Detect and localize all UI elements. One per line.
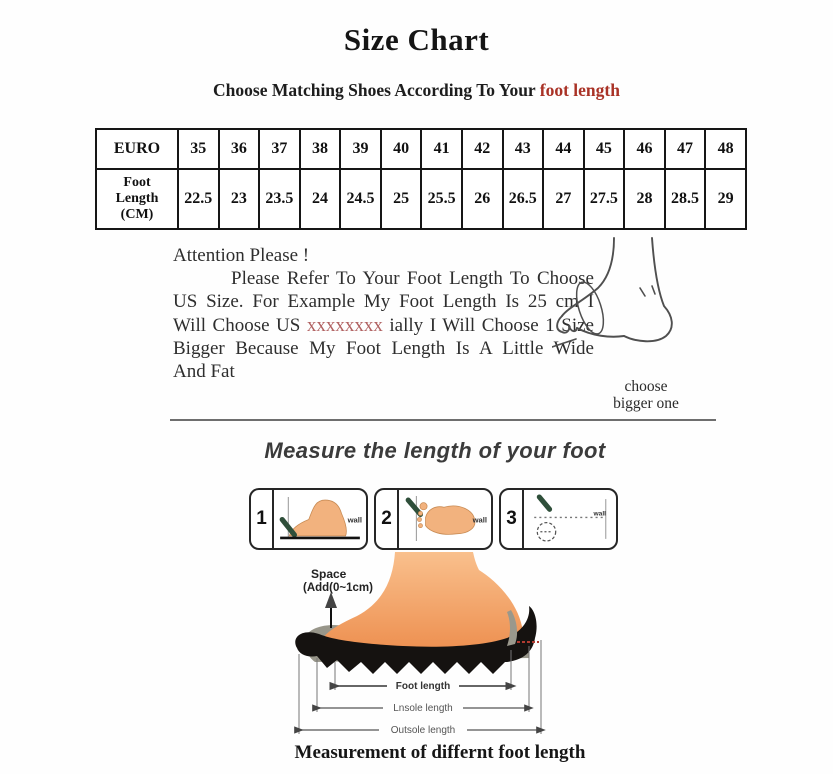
measurement-steps [249, 488, 618, 550]
foot-length-cell: 28.5 [665, 169, 706, 229]
euro-size-cell: 47 [665, 129, 706, 169]
attention-line1: Attention Please ! [173, 245, 310, 266]
choose-note-line2: bigger one [613, 395, 679, 412]
foot-length-header [96, 169, 178, 229]
choose-bigger-note [583, 378, 709, 412]
bottom-caption: Measurement of differnt foot length [294, 742, 586, 763]
subtitle-highlight: foot length [539, 80, 620, 100]
foot-length-cell: 27 [543, 169, 584, 229]
pointer-line [552, 339, 576, 347]
foot-length-cell: 24 [300, 169, 341, 229]
shoe-measurement-diagram [283, 550, 561, 742]
euro-size-cell: 45 [584, 129, 625, 169]
foot-length-cell: 23.5 [259, 169, 300, 229]
foot-print [426, 506, 475, 534]
foot-length-cell: 26 [462, 169, 503, 229]
foot-length-cell: 27.5 [584, 169, 625, 229]
foot-length-cell: 22.5 [178, 169, 219, 229]
euro-size-cell: 36 [219, 129, 260, 169]
page-subtitle [0, 80, 833, 101]
space-label-line1: Space [311, 567, 347, 581]
euro-size-cell: 35 [178, 129, 219, 169]
euro-size-cell: 38 [300, 129, 341, 169]
leg-front-outline [562, 238, 614, 316]
leg-heel-outline [624, 238, 672, 341]
page-title: Size Chart [343, 22, 490, 57]
table-row-footlength [96, 169, 746, 229]
foot-length-cell: 25 [381, 169, 422, 229]
attention-line2: Please Refer To Your Foot Length To Choose [231, 268, 594, 290]
attention-line4-pre: Will Choose US [173, 314, 307, 336]
foot-side-view [289, 500, 346, 536]
foot-length-cell: 25.5 [421, 169, 462, 229]
size-table [95, 128, 747, 230]
attention-line4 [173, 314, 594, 337]
big-toe [420, 503, 427, 510]
toe-outline [569, 326, 577, 331]
section-divider [170, 419, 716, 421]
step3-illustration [524, 490, 616, 548]
foot-length-cell: 26.5 [503, 169, 544, 229]
step-panel-2 [374, 488, 493, 550]
choose-note-line1: choose [624, 378, 668, 395]
wall-label: wall [347, 515, 363, 525]
insole-length-label: Lnsole length [393, 703, 453, 714]
step-number: 2 [376, 490, 399, 548]
attention-line4-post: ially I Will Choose 1 Size [382, 314, 594, 336]
euro-header: EURO [96, 129, 178, 169]
foot-sketch-illustration [552, 236, 712, 376]
step1-illustration [274, 490, 366, 548]
foot-length-label: Foot length [395, 681, 451, 692]
euro-size-cell: 43 [503, 129, 544, 169]
big-toe-outline [557, 316, 569, 333]
toe [418, 524, 422, 528]
foot-length-cell: 23 [219, 169, 260, 229]
space-label-line2: (Add(0~1cm) [303, 582, 373, 594]
step-panel-3 [499, 488, 618, 550]
euro-size-cell: 46 [624, 129, 665, 169]
euro-size-cell: 48 [705, 129, 746, 169]
step2-illustration [399, 490, 491, 548]
dashed-circle [537, 523, 555, 541]
foot-length-cell: 24.5 [340, 169, 381, 229]
attention-line3: US Size. For Example My Foot Length Is 25 cm I [173, 291, 594, 313]
attention-paragraph [173, 244, 594, 383]
euro-size-cell: 37 [259, 129, 300, 169]
ankle-marks [640, 286, 655, 296]
pencil-icon [539, 497, 549, 509]
step-number: 3 [501, 490, 524, 548]
wall-label: wall [472, 515, 488, 525]
attention-line4-red: xxxxxxxx [306, 314, 383, 336]
table-row-euro [96, 129, 746, 169]
outsole-length-label: Outsole length [390, 725, 456, 736]
step-number: 1 [251, 490, 274, 548]
subtitle-text: Choose Matching Shoes According To Your [213, 80, 540, 100]
foot-length-header-line: Length [115, 191, 159, 206]
step-panel-1 [249, 488, 368, 550]
euro-size-cell: 40 [381, 129, 422, 169]
toe [418, 511, 422, 515]
measure-heading: Measure the length of your foot [264, 438, 606, 463]
foot-length-header-line: Foot [123, 175, 151, 190]
euro-size-cell: 44 [543, 129, 584, 169]
foot-length-cell: 28 [624, 169, 665, 229]
wall-label: wall [593, 510, 607, 518]
foot-length-cell: 29 [705, 169, 746, 229]
foot-length-header-line: (CM) [120, 207, 154, 222]
toe [417, 517, 421, 521]
euro-size-cell: 41 [421, 129, 462, 169]
attention-line6: And Fat [173, 361, 235, 383]
euro-size-cell: 42 [462, 129, 503, 169]
attention-line5: Bigger Because My Foot Length Is A Little Wide [173, 337, 594, 359]
euro-size-cell: 39 [340, 129, 381, 169]
